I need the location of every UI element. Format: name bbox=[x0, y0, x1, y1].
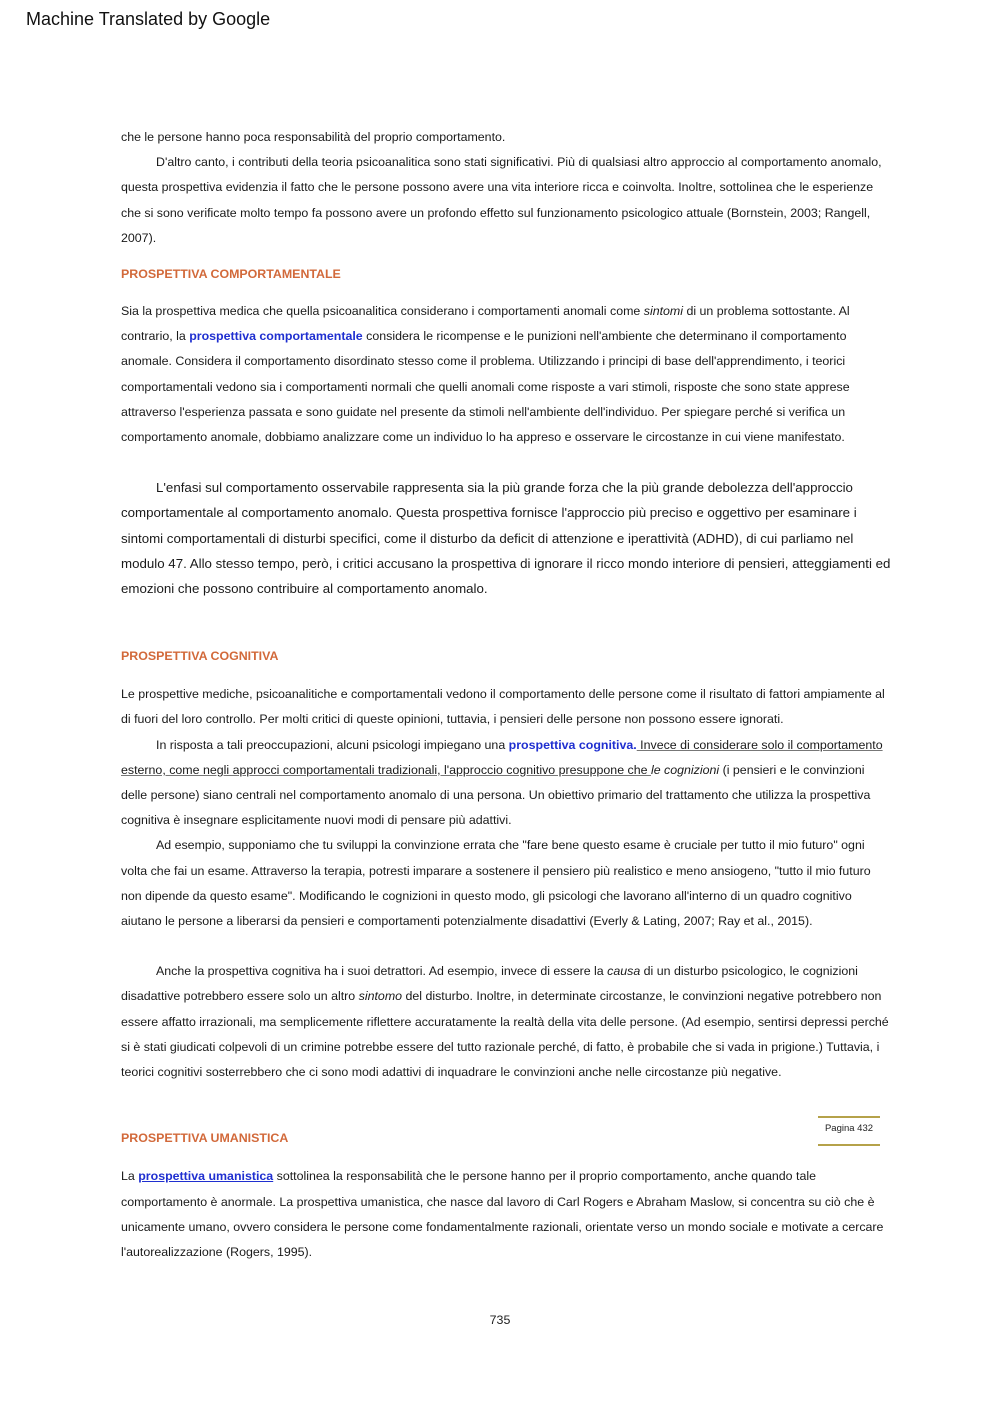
emphasis: sintomo bbox=[358, 989, 403, 1004]
paragraph: In risposta a tali preoccupazioni, alcuni psicologi impiegano una prospettiva cognitiva. Invece di considerare solo il comportamento esterno, come negli approcci comportamentali tradizionali, l'approccio cognitivo presuppone che le cognizioni (i pensieri e le convinzioni delle persone) siano centrali nel comportamento anomalo di una persona. Un obiettivo primario del trattamento che utilizza la prospettiva cognitiva è insegnare esplicitamente nuovi modi di pensare più adattivi. bbox=[121, 737, 883, 828]
paragraph: D'altro canto, i contributi della teoria psicoanalitica sono stati significativi. Più di qualsiasi altro approccio al comportamento anomalo, questa prospettiva evidenzia il fatto che le persone possono avere una vita interiore ricca e coinvolta. Inoltre, sottolinea che le esperienze che si sono verificate molto tempo fa possono avere un profondo effetto sul funzionamento psicologico attuale (Bornstein, 2003; Rangell, 2007). bbox=[121, 155, 882, 245]
section-heading-umanistica: PROSPETTIVA UMANISTICA bbox=[121, 1131, 289, 1146]
emphasis: sintomi bbox=[643, 304, 683, 319]
key-term-link[interactable]: prospettiva comportamentale bbox=[189, 329, 363, 344]
page-number: 735 bbox=[489, 1313, 511, 1327]
key-term-link[interactable]: prospettiva umanistica bbox=[138, 1169, 274, 1184]
paragraph: La prospettiva umanistica sottolinea la responsabilità che le persone hanno per il proprio comportamento, anche quando tale comportamento è anormale. La prospettiva umanistica, che nasce dal lavoro di Carl Rogers e Abraham Maslow, si concentra su ciò che è unicamente umano, ovvero considera le persone come fondamentalmente razionali, orientate verso un mondo sociale e motivate a cercare l'autorealizzazione (Rogers, 1995). bbox=[121, 1169, 884, 1259]
section-heading-cognitiva: PROSPETTIVA COGNITIVA bbox=[121, 649, 279, 664]
paragraph: Le prospettive mediche, psicoanalitiche e comportamentali vedono il comportamento delle persone come il risultato di fattori ampiamente al di fuori del loro controllo. Per molti critici di queste opinioni, tuttavia, i pensieri delle persone non possono essere ignorati. bbox=[121, 687, 885, 727]
paragraph: Anche la prospettiva cognitiva ha i suoi detrattori. Ad esempio, invece di essere la causa di un disturbo psicologico, le cognizioni disadattive potrebbero essere solo un altro sintomo del disturbo. Inoltre, in determinate circostanze, le convinzioni negative potrebbero non essere affatto irrazionali, ma semplicemente riflettere accuratamente la realtà della vita delle persone. (Ad esempio, sentirsi depressi perché si è stati giudicati colpevoli di un crimine potrebbe essere del tutto razionale perché, di fatto, è probabile che si vada in prigione.) Tuttavia, i teorici cognitivi sosterrebbero che ci sono modi adattivi di inquadrare le convinzioni anche nelle circostanze più negative. bbox=[121, 964, 889, 1080]
paragraph: che le persone hanno poca responsabilità del proprio comportamento. bbox=[121, 130, 506, 144]
section-heading-comportamentale: PROSPETTIVA COMPORTAMENTALE bbox=[121, 267, 341, 282]
machine-translation-banner: Machine Translated by Google bbox=[26, 9, 271, 29]
document-body bbox=[121, 125, 891, 1265]
emphasis: causa bbox=[607, 964, 641, 979]
original-page-marker: Pagina 432 bbox=[818, 1116, 880, 1146]
paragraph: Ad esempio, supponiamo che tu sviluppi la convinzione errata che "fare bene questo esame è cruciale per tutto il mio futuro" ogni volta che fai un esame. Attraverso la terapia, potresti imparare a sostenere il pensiero più realistico e meno ansiogeno, "tutto il mio futuro non dipende da questo esame". Modificando le cognizioni in questo modo, gli psicologi che lavorano all'interno di un quadro cognitivo aiutano le persone a liberarsi da pensieri e comportamenti potenzialmente disadattivi (Everly & Lating, 2007; Ray et al., 2015). bbox=[121, 838, 871, 929]
key-term-link[interactable]: prospettiva cognitiva. bbox=[508, 737, 637, 752]
emphasis: le cognizioni bbox=[650, 762, 720, 777]
paragraph: L'enfasi sul comportamento osservabile rappresenta sia la più grande forza che la più grande debolezza dell'approccio comportamentale al comportamento anomalo. Questa prospettiva fornisce l'approccio più preciso e oggettivo per esaminare i sintomi comportamentali di disturbi specifici, come il disturbo da deficit di attenzione e iperattività (ADHD), di cui parliamo nel modulo 47. Allo stesso tempo, però, i critici accusano la prospettiva di ignorare il ricco mondo interiore di pensieri, atteggiamenti ed emozioni che possono contribuire al comportamento anomalo. bbox=[121, 480, 891, 597]
paragraph: Sia la prospettiva medica che quella psicoanalitica considerano i comportamenti anomali come sintomi di un problema sottostante. Al contrario, la prospettiva comportamentale considera le ricompense e le punizioni nell'ambiente che determinano il comportamento anomale. Considera il comportamento disordinato stesso come il problema. Utilizzando i principi di base dell'apprendimento, i teorici comportamentali vedono sia i comportamenti normali che quelli anomali come risposte a vari stimoli, risposte che sono state apprese attraverso l'esperienza passata e sono guidate nel presente da stimoli nell'ambiente dell'individuo. Per spiegare perché si verifica un comportamento anomale, dobbiamo analizzare come un individuo lo ha appreso e osservare le circostanze in cui viene manifestato. bbox=[121, 304, 850, 445]
